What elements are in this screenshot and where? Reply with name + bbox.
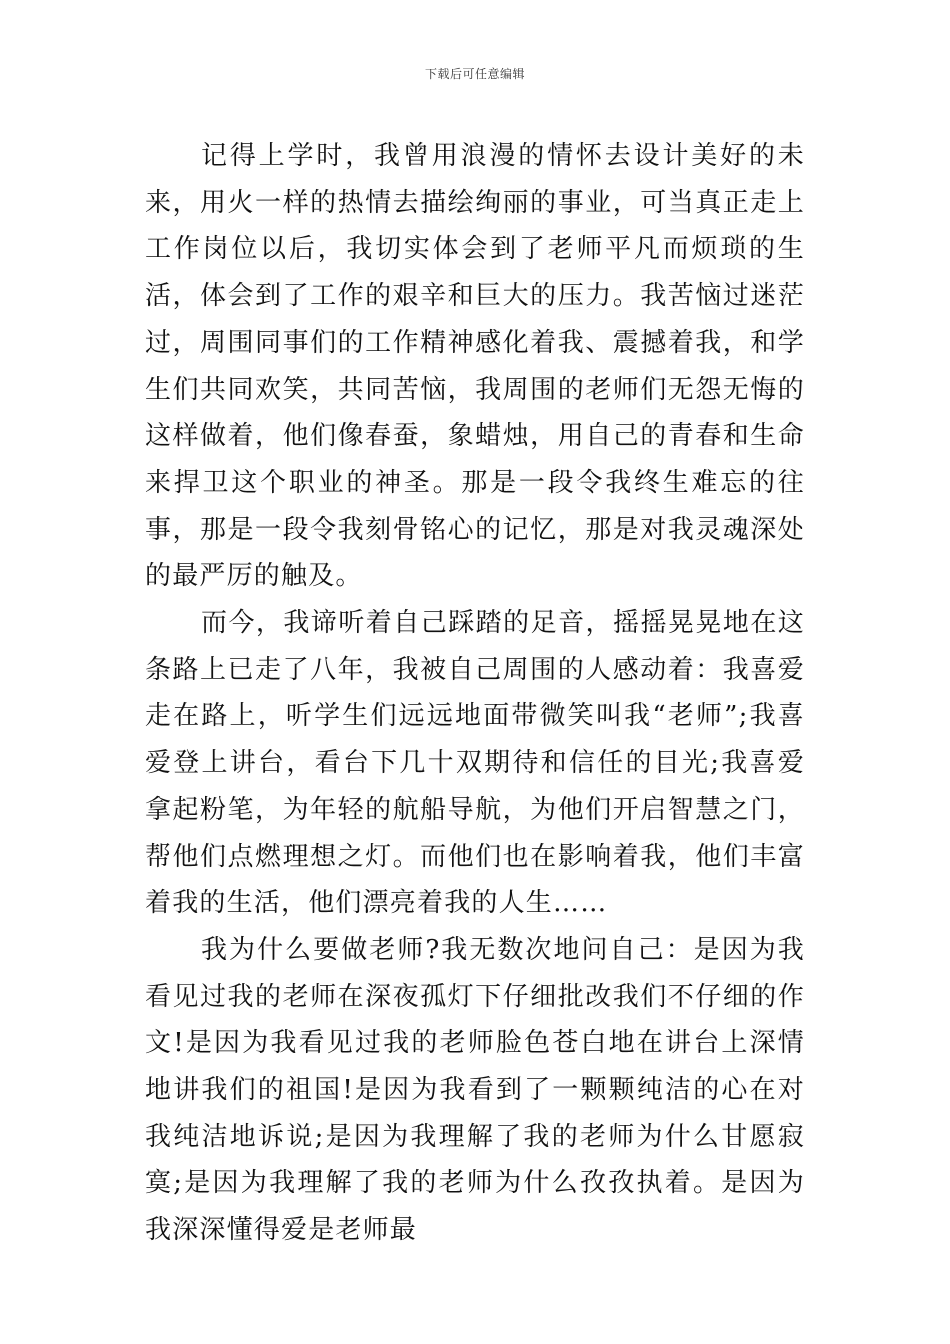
paragraph-1: 记得上学时，我曾用浪漫的情怀去设计美好的未来，用火一样的热情去描绘绚丽的事业，可当真正走上工作岗位以后，我切实体会到了老师平凡而烦琐的生活，体会到了工作的艰辛和巨大的压力。我苦恼过迷茫过，周围同事们的工作精神感化着我、震撼着我，和学生们共同欢笑，共同苦恼，我周围的老师们无怨无悔的这样做着，他们像春蚕，象蜡烛，用自己的青春和生命来捍卫这个职业的神圣。那是一段令我终生难忘的往事，那是一段令我刻骨铭心的记忆，那是对我灵魂深处的最严厉的触及。 [145, 141, 805, 592]
paragraph-2: 而今，我谛听着自己踩踏的足音，摇摇晃晃地在这条路上已走了八年，我被自己周围的人感动着：我喜爱走在路上，听学生们远远地面带微笑叫我“老师”;我喜爱登上讲台，看台下几十双期待和信任的目光;我喜爱拿起粉笔，为年轻的航船导航，为他们开启智慧之门，帮他们点燃理想之灯。而他们也在影响着我，他们丰富着我的生活，他们漂亮着我的人生…… [145, 608, 805, 919]
paragraph-3: 我为什么要做老师?我无数次地问自己：是因为我看见过我的老师在深夜孤灯下仔细批改我们不仔细的作文!是因为我看见过我的老师脸色苍白地在讲台上深情地讲我们的祖国!是因为我看到了一颗颗纯洁的心在对我纯洁地诉说;是因为我理解了我的老师为什么甘愿寂寞;是因为我理解了我的老师为什么孜孜执着。是因为我深深懂得爱是老师最 [145, 934, 805, 1246]
document-body [145, 133, 805, 1254]
page-header-note: 下载后可任意编辑 [424, 67, 525, 81]
